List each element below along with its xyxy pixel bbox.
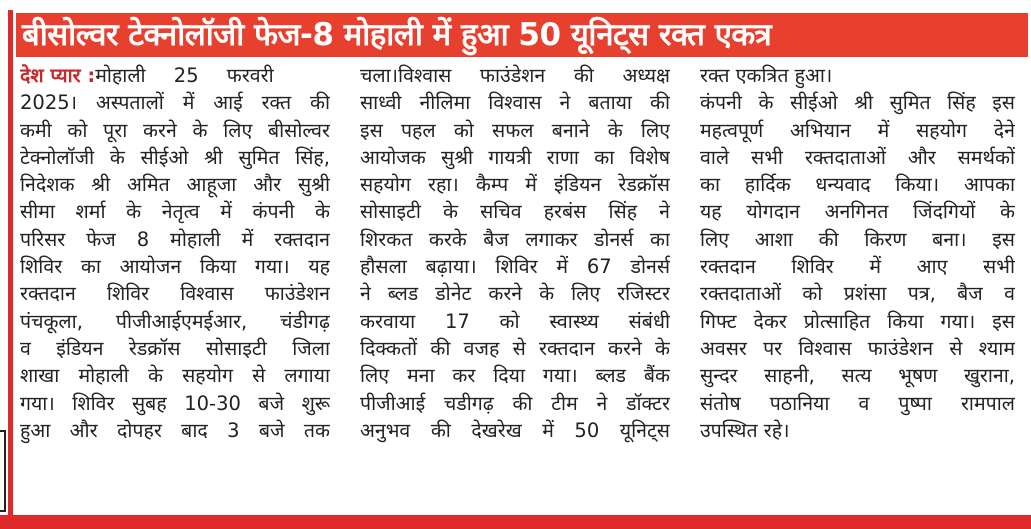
article-column-3	[700, 62, 1015, 444]
text-line: अनुभव की देखरेख में 50 यूनिट्स	[360, 418, 670, 442]
text-line: कंपनी के सीईओ श्री सुमित सिंह इस	[700, 91, 1015, 115]
text-line: चला।विश्वास फाउंडेशन की अध्यक्ष	[360, 64, 670, 87]
text-line: वाले सभी रक्तदाताओं और समर्थकों	[700, 145, 1015, 169]
headline: बीसोल्वर टेक्नोलॉजी फेज-8 मोहाली में हुआ 50 यूनिट्स रक्त एकत्र	[16, 13, 1028, 57]
text-line: करवाया 17 को स्वास्थ्य संबंधी	[360, 309, 670, 333]
text-line: गया। शिविर सुबह 10-30 बजे शुरू	[20, 391, 330, 415]
text-line: रक्तदाताओं को प्रशंसा पत्र, बैज व	[700, 282, 1015, 306]
text-line: हौसला बढ़ाया। शिविर में 67 डोनर्स	[360, 255, 670, 279]
text-line: कमी को पूरा करने के लिए बीसोल्वर	[20, 118, 330, 142]
left-rule	[8, 10, 13, 515]
text-line: रक्तदान शिविर में आए सभी	[700, 255, 1015, 279]
text-line: टेक्नोलॉजी के सीईओ श्री सुमित सिंह,	[20, 145, 330, 169]
text-line-body: मोहाली 25 फरवरी	[95, 64, 274, 87]
edge-bracket	[0, 430, 6, 512]
text-line: लिए मना कर दिया गया। ब्लड बैंक	[360, 364, 670, 388]
text-line: महत्वपूर्ण अभियान में सहयोग देने	[700, 118, 1015, 142]
text-line: पीजीआई चडीगढ़ की टीम ने डॉक्टर	[360, 391, 670, 415]
text-line: उपस्थित रहे।	[700, 418, 790, 442]
text-line: व इंडियन रेडक्रॉस सोसाइटी जिला	[20, 336, 330, 360]
text-line: संतोष पठानिया व पुष्पा रामपाल	[700, 391, 1015, 415]
text-line: 2025। अस्पतालों में आई रक्त की	[20, 91, 330, 115]
text-line: ने ब्लड डोनेट करने के लिए रजिस्टर	[360, 282, 670, 306]
text-line: शिरकत करके बैज लगाकर डोनर्स का	[360, 227, 670, 251]
text-line: हुआ और दोपहर बाद 3 बजे तक	[20, 418, 330, 442]
text-line: सहयोग रहा। कैम्प में इंडियन रेडक्रॉस	[360, 173, 670, 197]
text-line: शाखा मोहाली के सहयोग से लगाया	[20, 364, 330, 388]
text-line: अवसर पर विश्वास फाउंडेशन से श्याम	[700, 336, 1015, 360]
text-line: परिसर फेज 8 मोहाली में रक्तदान	[20, 227, 330, 251]
text-line: यह योगदान अनगिनत जिंदगियों के	[700, 200, 1015, 224]
text-line: रक्तदान शिविर विश्वास फाउंडेशन	[20, 282, 330, 306]
text-line	[20, 62, 330, 89]
text-line: शिविर का आयोजन किया गया। यह	[20, 255, 330, 279]
text-line: निदेशक श्री अमित आहूजा और सुश्री	[20, 173, 330, 197]
text-line: पंचकूला, पीजीआईएमईआर, चंडीगढ़	[20, 309, 330, 333]
bottom-rule	[0, 515, 1031, 529]
dateline: देश प्यार :	[20, 64, 96, 87]
text-line: सुन्दर साहनी, सत्य भूषण खुराना,	[700, 364, 1015, 388]
text-line: गिफ्ट देकर प्रोत्साहित किया गया। इस	[700, 309, 1015, 333]
text-line: का हार्दिक धन्यवाद किया। आपका	[700, 173, 1015, 197]
text-line: रक्त एकत्रित हुआ।	[700, 64, 833, 87]
text-line: दिक्कतों की वजह से रक्तदान करने के	[360, 336, 670, 360]
article-column-1	[20, 62, 330, 444]
text-line: सीमा शर्मा के नेतृत्व में कंपनी के	[20, 200, 330, 224]
text-line: आयोजक सुश्री गायत्री राणा का विशेष	[360, 145, 670, 169]
text-line: लिए आशा की किरण बना। इस	[700, 227, 1015, 251]
text-line: इस पहल को सफल बनाने के लिए	[360, 118, 670, 142]
article-column-2	[360, 62, 670, 444]
text-line: सोसाइटी के सचिव हरबंस सिंह ने	[360, 200, 670, 224]
text-line: साध्वी नीलिमा विश्वास ने बताया की	[360, 91, 670, 115]
